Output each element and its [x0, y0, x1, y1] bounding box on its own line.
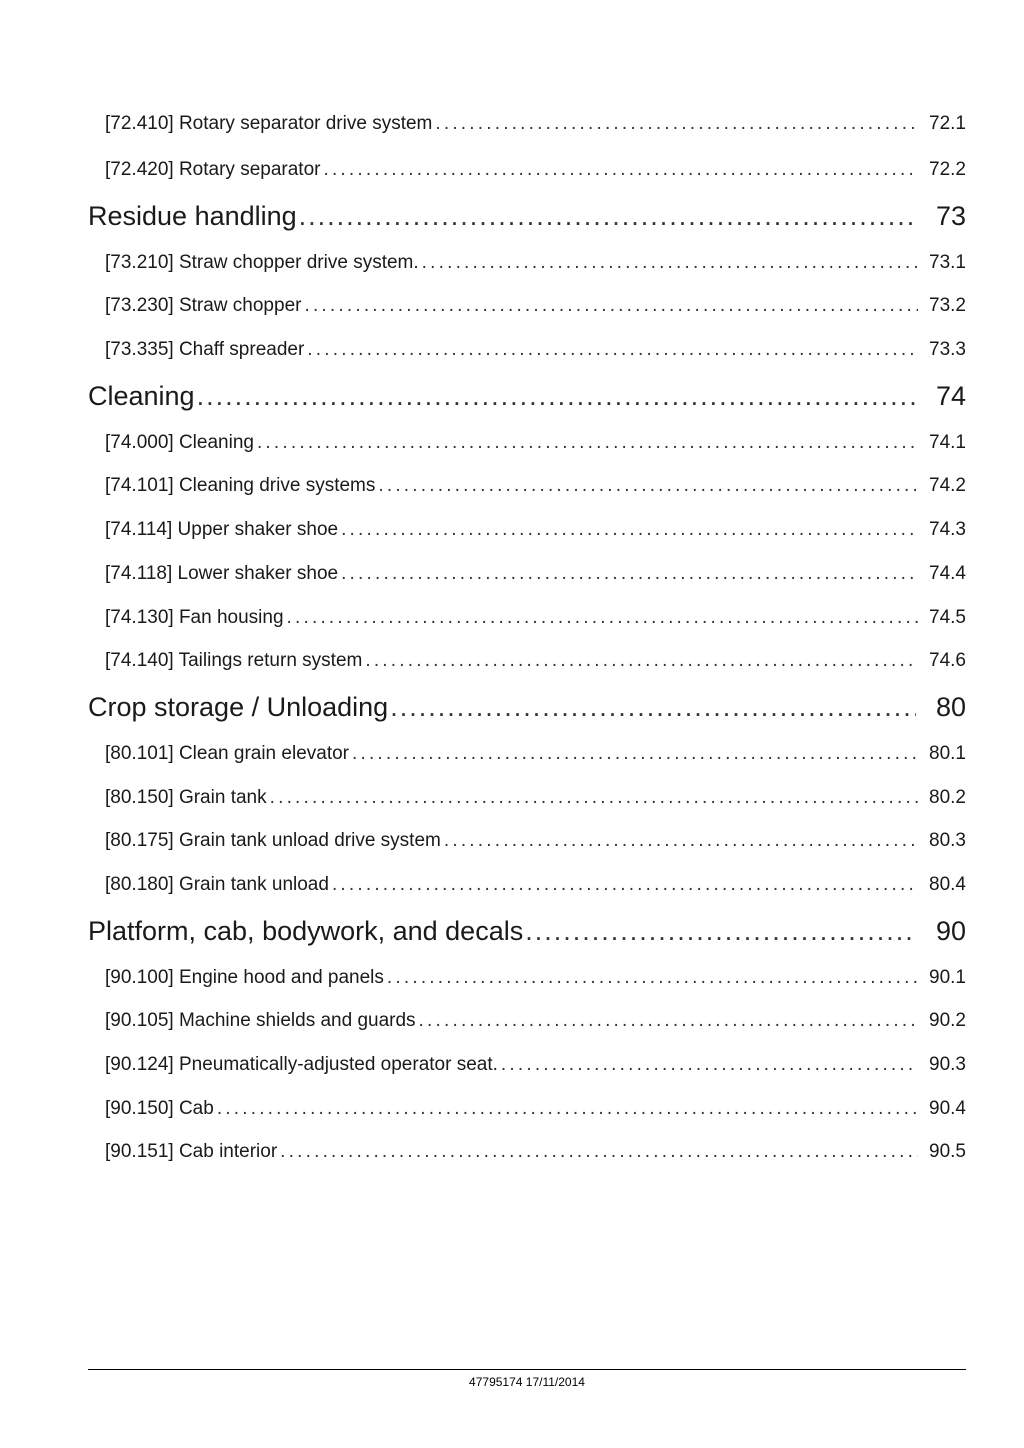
toc-subsection-entry[interactable]: [88, 639, 966, 683]
toc-page-number: 73.3: [929, 339, 966, 361]
toc-section-title: Platform, cab, bodywork, and decals: [88, 915, 524, 946]
toc-leader-dots: [422, 241, 918, 285]
toc-leader-dots: [378, 464, 918, 508]
toc-leader-dots: [419, 999, 918, 1043]
toc-leader-dots: [217, 1087, 918, 1131]
toc-subsection-title: [90.105] Machine shields and guards: [105, 1010, 416, 1032]
toc-subsection-title: [80.150] Grain tank: [105, 786, 267, 808]
toc-leader-dots: [365, 639, 918, 683]
toc-subsection-entry[interactable]: [88, 284, 966, 328]
toc-leader-dots: [387, 956, 918, 1000]
toc-page-number: 72.2: [929, 159, 966, 180]
toc-subsection-title: [90.124] Pneumatically-adjusted operator seat.: [105, 1054, 498, 1075]
toc-leader-dots: [332, 863, 918, 907]
toc-leader-dots: [323, 148, 918, 192]
toc-section-entry[interactable]: [88, 683, 966, 732]
toc-leader-dots: [341, 552, 918, 596]
toc-page-number: 90.5: [929, 1141, 966, 1163]
toc-subsection-entry[interactable]: [88, 1043, 966, 1087]
toc-subsection-title: [74.114] Upper shaker shoe: [105, 519, 339, 541]
toc-subsection-title: [80.101] Clean grain elevator: [105, 742, 349, 764]
toc-subsection-entry[interactable]: [88, 148, 966, 192]
toc-subsection-entry[interactable]: [88, 732, 966, 776]
toc-leader-dots: [444, 819, 918, 863]
toc-leader-dots: [307, 328, 918, 372]
toc-subsection-entry[interactable]: [88, 999, 966, 1043]
toc-leader-dots: [257, 421, 918, 465]
toc-page-number: 73: [935, 200, 966, 231]
toc-subsection-entry[interactable]: [88, 241, 966, 285]
toc-subsection-title: [90.150] Cab: [105, 1097, 214, 1119]
toc-leader-dots: [280, 1130, 918, 1174]
toc-subsection-entry[interactable]: [88, 956, 966, 1000]
toc-leader-dots: [352, 732, 918, 776]
toc-section-entry[interactable]: [88, 372, 966, 421]
toc-page-number: 72.1: [929, 113, 966, 134]
toc-leader-dots: [390, 683, 916, 732]
footer-document-id: 47795174 17/11/2014: [469, 1375, 585, 1389]
toc-subsection-entry[interactable]: [88, 1087, 966, 1131]
toc-section-title: Cleaning: [88, 380, 195, 411]
toc-page-number: 74.5: [929, 606, 966, 628]
toc-subsection-entry[interactable]: [88, 100, 966, 148]
toc-page-number: 80.4: [929, 873, 966, 895]
toc-subsection-entry[interactable]: [88, 328, 966, 372]
toc-subsection-title: [74.118] Lower shaker shoe: [105, 562, 339, 584]
toc-leader-dots: [435, 100, 918, 148]
toc-subsection-title: [72.420] Rotary separator: [105, 159, 321, 180]
table-of-contents: [88, 100, 966, 1174]
toc-subsection-entry[interactable]: [88, 819, 966, 863]
toc-leader-dots: [304, 284, 918, 328]
toc-subsection-entry[interactable]: [88, 508, 966, 552]
toc-page-number: 74.4: [929, 562, 966, 584]
toc-page-number: 90.2: [929, 1010, 966, 1032]
toc-subsection-entry[interactable]: [88, 421, 966, 465]
toc-subsection-entry[interactable]: [88, 596, 966, 640]
toc-page-number: 73.2: [929, 295, 966, 317]
toc-leader-dots: [341, 508, 918, 552]
toc-page-number: 80: [935, 691, 966, 722]
toc-subsection-title: [90.100] Engine hood and panels: [105, 966, 384, 988]
toc-page-number: 74.2: [929, 475, 966, 497]
toc-subsection-entry[interactable]: [88, 776, 966, 820]
toc-page-number: 80.2: [929, 786, 966, 808]
toc-leader-dots: [501, 1043, 918, 1087]
toc-page-number: 80.1: [929, 742, 966, 764]
toc-subsection-title: [80.180] Grain tank unload: [105, 873, 329, 895]
toc-page-number: 74: [935, 380, 966, 411]
toc-subsection-title: [74.101] Cleaning drive systems: [105, 475, 376, 497]
toc-page-number: 90.1: [929, 966, 966, 988]
toc-page-number: 90.4: [929, 1097, 966, 1119]
toc-leader-dots: [525, 907, 916, 956]
toc-subsection-entry[interactable]: [88, 863, 966, 907]
toc-subsection-title: [74.130] Fan housing: [105, 606, 284, 628]
toc-subsection-entry[interactable]: [88, 552, 966, 596]
toc-subsection-title: [74.000] Cleaning: [105, 431, 254, 453]
toc-leader-dots: [299, 192, 916, 241]
toc-subsection-title: [90.151] Cab interior: [105, 1141, 278, 1163]
toc-subsection-entry[interactable]: [88, 464, 966, 508]
toc-subsection-entry[interactable]: [88, 1130, 966, 1174]
toc-subsection-title: [72.410] Rotary separator drive system: [105, 113, 433, 134]
toc-page-number: 74.3: [929, 519, 966, 541]
toc-page-number: 74.1: [929, 431, 966, 453]
toc-page-number: 74.6: [929, 650, 966, 672]
toc-section-title: Residue handling: [88, 200, 297, 231]
toc-subsection-title: [80.175] Grain tank unload drive system: [105, 830, 441, 852]
toc-subsection-title: [74.140] Tailings return system: [105, 650, 363, 672]
toc-section-title: Crop storage / Unloading: [88, 691, 389, 722]
toc-subsection-title: [73.335] Chaff spreader: [105, 339, 305, 361]
toc-page-number: 80.3: [929, 830, 966, 852]
toc-page-number: 90: [935, 915, 966, 946]
toc-section-entry[interactable]: [88, 192, 966, 241]
toc-section-entry[interactable]: [88, 907, 966, 956]
toc-subsection-title: [73.210] Straw chopper drive system.: [105, 251, 419, 273]
toc-leader-dots: [197, 372, 916, 421]
toc-leader-dots: [270, 776, 918, 820]
toc-leader-dots: [287, 596, 918, 640]
footer-divider: [88, 1369, 966, 1370]
toc-page-number: 90.3: [929, 1054, 966, 1075]
toc-page-number: 73.1: [929, 251, 966, 273]
toc-subsection-title: [73.230] Straw chopper: [105, 295, 302, 317]
